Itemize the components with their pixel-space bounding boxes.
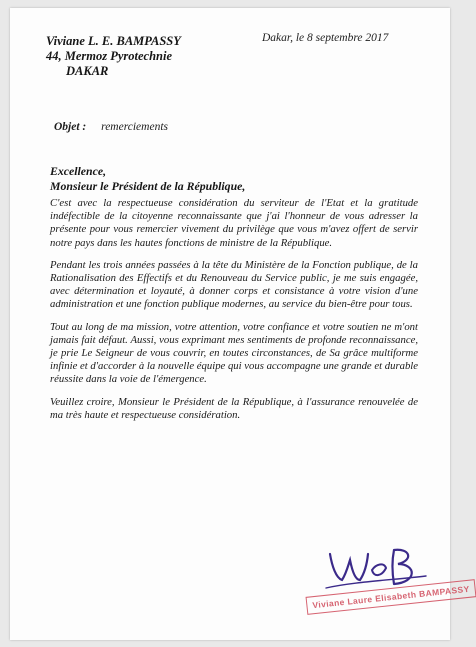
salutation-line-1: Excellence, — [50, 164, 107, 178]
sender-city: DAKAR — [66, 64, 109, 78]
name-stamp: Viviane Laure Elisabeth BAMPASSY — [306, 579, 476, 615]
paragraph-closing: Veuillez croire, Monsieur le Président de la République, à l'assurance renouvelée de ma très haute et respectueuse considération. — [50, 395, 418, 421]
object-label: Objet : — [54, 121, 87, 133]
salutation — [50, 164, 245, 194]
paragraph-ministry: Pendant les trois années passées à la tête du Ministère de la Fonction publique, de la Rationalisation des Effectifs et du Renouveau du Service public, je me suis engagée, avec détermination et loyauté, à donner corps et consistance à votre vision d'une administration et une fonction publique modernes, au service du bien-être pour tous. — [50, 258, 418, 311]
sender-block — [46, 34, 181, 79]
paragraph-mission: Tout au long de ma mission, votre attention, votre confiance et votre soutien ne m'ont jamais fait défaut. Aussi, vous exprimant mes sentiments de profonde reconnaissance, je prie Le Seigneur de vous couvrir, en toutes circonstances, de Sa grâce multiforme infinie et d'accorder à la nouvelle équipe qui vous accompagne une grande et durable réussite dans la voie de l'émergence. — [50, 320, 418, 386]
letter-page — [10, 8, 471, 640]
letter-body — [50, 197, 418, 431]
object-value: remerciements — [101, 121, 168, 133]
sender-address: 44, Mermoz Pyrotechnie — [46, 49, 173, 63]
paragraph-gratitude: C'est avec la respectueuse considération du serviteur de l'Etat et la gratitude indéfectible de la citoyenne reconnaissante que j'ai l'honneur de vous adresser la présente pour vous remercier vivement du privilège que vous m'avez offert de servir notre pays dans les hautes fonctions de ministre de la République. — [50, 197, 418, 249]
date-line: Dakar, le 8 septembre 2017 — [262, 32, 389, 44]
salutation-line-2: Monsieur le Président de la République, — [50, 179, 246, 193]
signature-area — [300, 540, 471, 640]
object-line — [54, 121, 168, 133]
sender-name: Viviane L. E. BAMPASSY — [46, 34, 181, 48]
